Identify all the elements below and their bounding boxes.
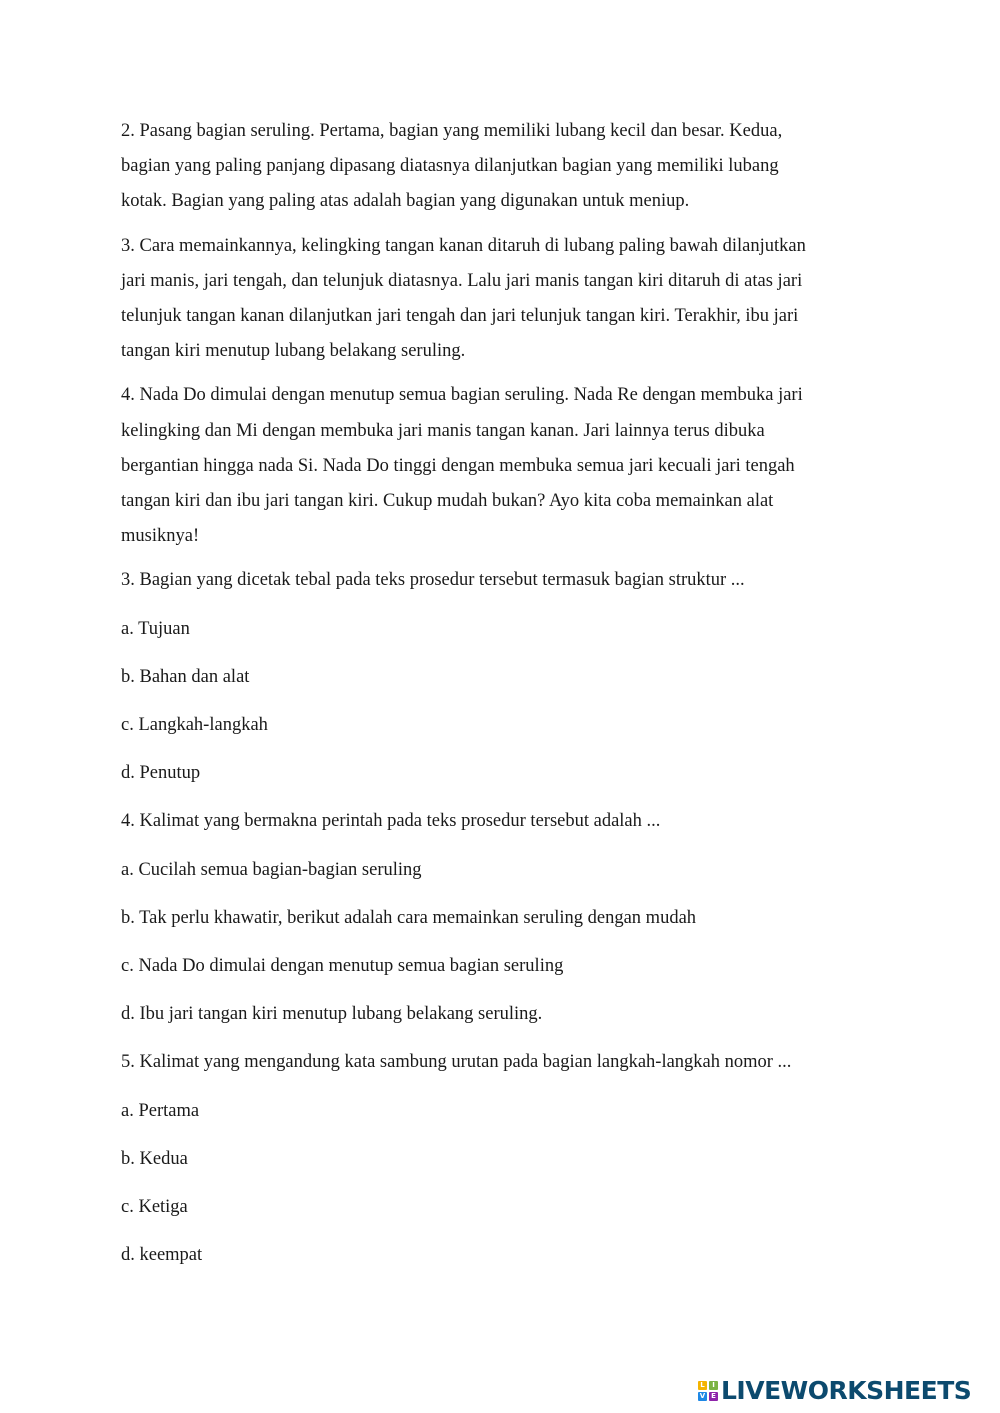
text-line: 2. Pasang bagian seruling. Pertama, bagian yang memiliki lubang kecil dan besar. Kedua,: [121, 121, 783, 141]
answer-option-c: c. Ketiga: [121, 1197, 188, 1218]
question-prompt: 5. Kalimat yang mengandung kata sambung urutan pada bagian langkah-langkah nomor ...: [121, 1052, 792, 1073]
liveworksheets-logo-icon: [698, 1381, 718, 1401]
text-line: telunjuk tangan kanan dilanjutkan jari tengah dan jari telunjuk tangan kiri. Terakhir, ibu jari: [121, 306, 799, 327]
passage-step-3: [121, 229, 881, 370]
liveworksheets-brand[interactable]: [698, 1374, 971, 1408]
answer-option-d: d. Penutup: [121, 763, 201, 784]
question-4: [121, 804, 881, 1032]
worksheet-page: [121, 114, 881, 1286]
text-line: jari manis, jari tengah, dan telunjuk diatasnya. Lalu jari manis tangan kiri ditaruh di atas jari: [121, 270, 803, 291]
answer-option-c: c. Nada Do dimulai dengan menutup semua bagian seruling: [121, 956, 564, 977]
question-3: [121, 563, 881, 791]
text-line: bagian yang paling panjang dipasang diatasnya dilanjutkan bagian yang memiliki lubang: [121, 156, 779, 177]
answer-option-d: d. Ibu jari tangan kiri menutup lubang belakang seruling.: [121, 1004, 543, 1025]
text-line: 4. Nada Do dimulai dengan menutup semua bagian seruling. Nada Re dengan membuka jari: [121, 385, 803, 406]
answer-option-d: d. keempat: [121, 1245, 203, 1266]
logo-letter-i: I: [709, 1381, 718, 1390]
text-line: kelingking dan Mi dengan membuka jari manis tangan kanan. Jari lainnya terus dibuka: [121, 420, 765, 441]
question-prompt: 4. Kalimat yang bermakna perintah pada teks prosedur tersebut adalah ...: [121, 811, 661, 832]
answer-option-a: a. Pertama: [121, 1100, 200, 1121]
answer-option-b: b. Tak perlu khawatir, berikut adalah cara memainkan seruling dengan mudah: [121, 907, 697, 928]
logo-letter-v: V: [699, 1392, 706, 1400]
answer-option-b: b. Bahan dan alat: [121, 666, 250, 687]
text-line: tangan kiri menutup lubang belakang seruling.: [121, 341, 466, 362]
text-line: bergantian hingga nada Si. Nada Do tinggi dengan membuka semua jari kecuali jari tengah: [121, 455, 795, 476]
question-5: [121, 1045, 881, 1273]
answer-option-c: c. Langkah-langkah: [121, 715, 268, 736]
text-line: kotak. Bagian yang paling atas adalah bagian yang digunakan untuk meniup.: [121, 191, 690, 212]
logo-letter-e: E: [709, 1392, 718, 1401]
text-line: 3. Cara memainkannya, kelingking tangan kanan ditaruh di lubang paling bawah dilanjutkan: [121, 235, 806, 256]
answer-option-a: a. Cucilah semua bagian-bagian seruling: [121, 859, 422, 880]
answer-option-a: a. Tujuan: [121, 618, 190, 639]
question-prompt: 3. Bagian yang dicetak tebal pada teks prosedur tersebut termasuk bagian struktur ...: [121, 570, 745, 591]
answer-option-b: b. Kedua: [121, 1148, 188, 1169]
brand-name: LIVEWORKSHEETS: [721, 1376, 972, 1405]
logo-letter-l: L: [698, 1381, 707, 1390]
text-line: tangan kiri dan ibu jari tangan kiri. Cukup mudah bukan? Ayo kita coba memainkan alat: [121, 491, 774, 512]
passage-step-2: [121, 114, 881, 220]
text-line: musiknya!: [121, 526, 200, 547]
passage-step-4: [121, 378, 881, 554]
